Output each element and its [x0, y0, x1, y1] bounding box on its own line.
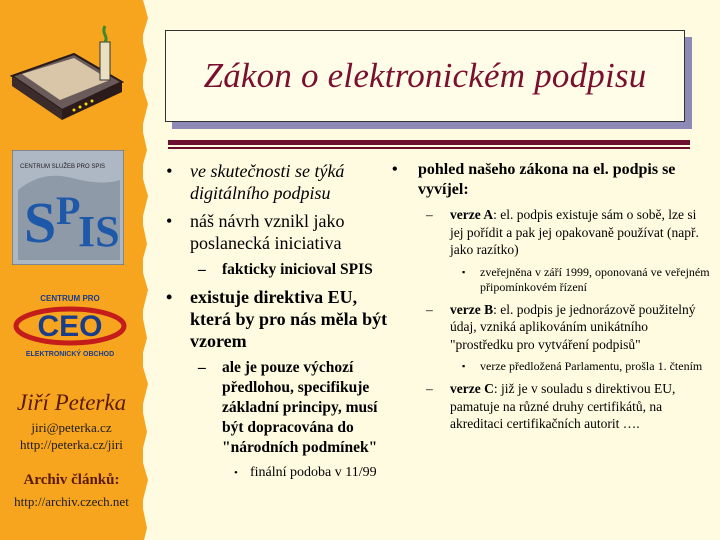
version-a-text: : el. podpis existuje sám o sobě, lze si jej pořídit a pak jej opakovaně používat (např. jako razítko)	[450, 207, 699, 257]
list-item-text: verze předložená Parlamentu, prošla 1. čtením	[480, 359, 703, 373]
list-subsubitem	[160, 464, 392, 482]
bullet: •	[166, 211, 173, 231]
title-rule	[168, 140, 690, 145]
square-bullet: ▪	[462, 361, 466, 371]
list-subitem	[160, 358, 392, 458]
ceo-logo-top-text: CENTRUM PRO	[40, 294, 100, 303]
list-item-text: fakticky inicioval SPIS	[222, 261, 373, 278]
list-subsubitem	[392, 265, 710, 295]
list-subsubitem	[392, 359, 710, 374]
spis-logo-text: CENTRUM SLUŽEB PRO SPIS	[20, 164, 106, 170]
list-item-text: ale je pouze výchozí předlohou, specifikuje základní principy, musí být dopracována do "národních podmínek"	[222, 359, 378, 456]
slide-title: Zákon o elektronickém podpisu	[203, 56, 647, 95]
list-item	[160, 286, 392, 352]
ceo-logo-bottom-text: ELEKTRONICKÝ OBCHOD	[25, 351, 115, 358]
bullet: •	[234, 467, 238, 479]
ceo-logo	[10, 292, 130, 360]
list-subitem	[392, 206, 710, 259]
list-subitem	[160, 260, 392, 280]
svg-text:IS: IS	[78, 207, 120, 256]
version-b-label: verze B	[450, 301, 494, 317]
list-item	[160, 210, 392, 254]
modem-icon	[4, 24, 130, 122]
dash-bullet: –	[426, 301, 433, 317]
list-item	[392, 160, 710, 200]
square-bullet: ▪	[462, 266, 466, 277]
version-a-label: verze A	[450, 207, 494, 222]
archive-label: Archiv článků:	[23, 472, 120, 488]
list-item-text: náš návrh vznikl jako poslanecká iniciativa	[190, 211, 345, 253]
list-item-text: ve skutečnosti se týká digitálního podpisu	[190, 161, 345, 203]
author-website[interactable]: http://peterka.cz/jiri	[20, 437, 123, 452]
dash-bullet: –	[198, 261, 206, 278]
bullet: •	[392, 161, 398, 178]
svg-text:S: S	[24, 190, 57, 255]
dash-bullet: –	[198, 359, 206, 376]
sidebar-torn-edge	[136, 0, 150, 540]
bullet: •	[166, 161, 173, 181]
sidebar	[0, 0, 143, 540]
list-item	[160, 160, 392, 204]
list-item-text: zveřejněna v září 1999, oponovaná ve veřejném připomínkovém řízení	[480, 264, 710, 294]
list-subitem	[392, 380, 710, 433]
svg-text:P: P	[56, 188, 81, 233]
version-b-text: : el. podpis je jednorázově použitelný údaj, vzniká aplikováním unikátního "prostředku pro vytváření podpisů"	[450, 301, 696, 352]
list-subitem	[392, 301, 710, 354]
list-item-text: finální podoba v 11/99	[250, 465, 377, 480]
left-column	[160, 160, 392, 482]
author-name: Jiří Peterka	[16, 390, 127, 415]
author-email[interactable]: jiri@peterka.cz	[31, 420, 112, 435]
bullet: •	[166, 287, 173, 307]
svg-text:CEO: CEO	[37, 310, 103, 343]
version-c-text: : již je v souladu s direktivou EU, pamatuje na různé druhy certifikátů, na akreditaci certifikačních autorit ….	[450, 381, 676, 431]
dash-bullet: –	[426, 207, 433, 222]
title-box	[165, 30, 685, 122]
spis-logo-icon	[12, 150, 124, 265]
right-column	[392, 160, 710, 439]
archive-link[interactable]: http://archiv.czech.net	[14, 494, 129, 509]
title-rule-thin	[168, 147, 690, 149]
list-item-text: existuje direktiva EU, která by pro nás měla být vzorem	[190, 287, 388, 351]
list-item-text: pohled našeho zákona na el. podpis se vyvíjel:	[418, 161, 676, 198]
dash-bullet: –	[426, 381, 433, 396]
version-c-label: verze C	[450, 381, 494, 396]
